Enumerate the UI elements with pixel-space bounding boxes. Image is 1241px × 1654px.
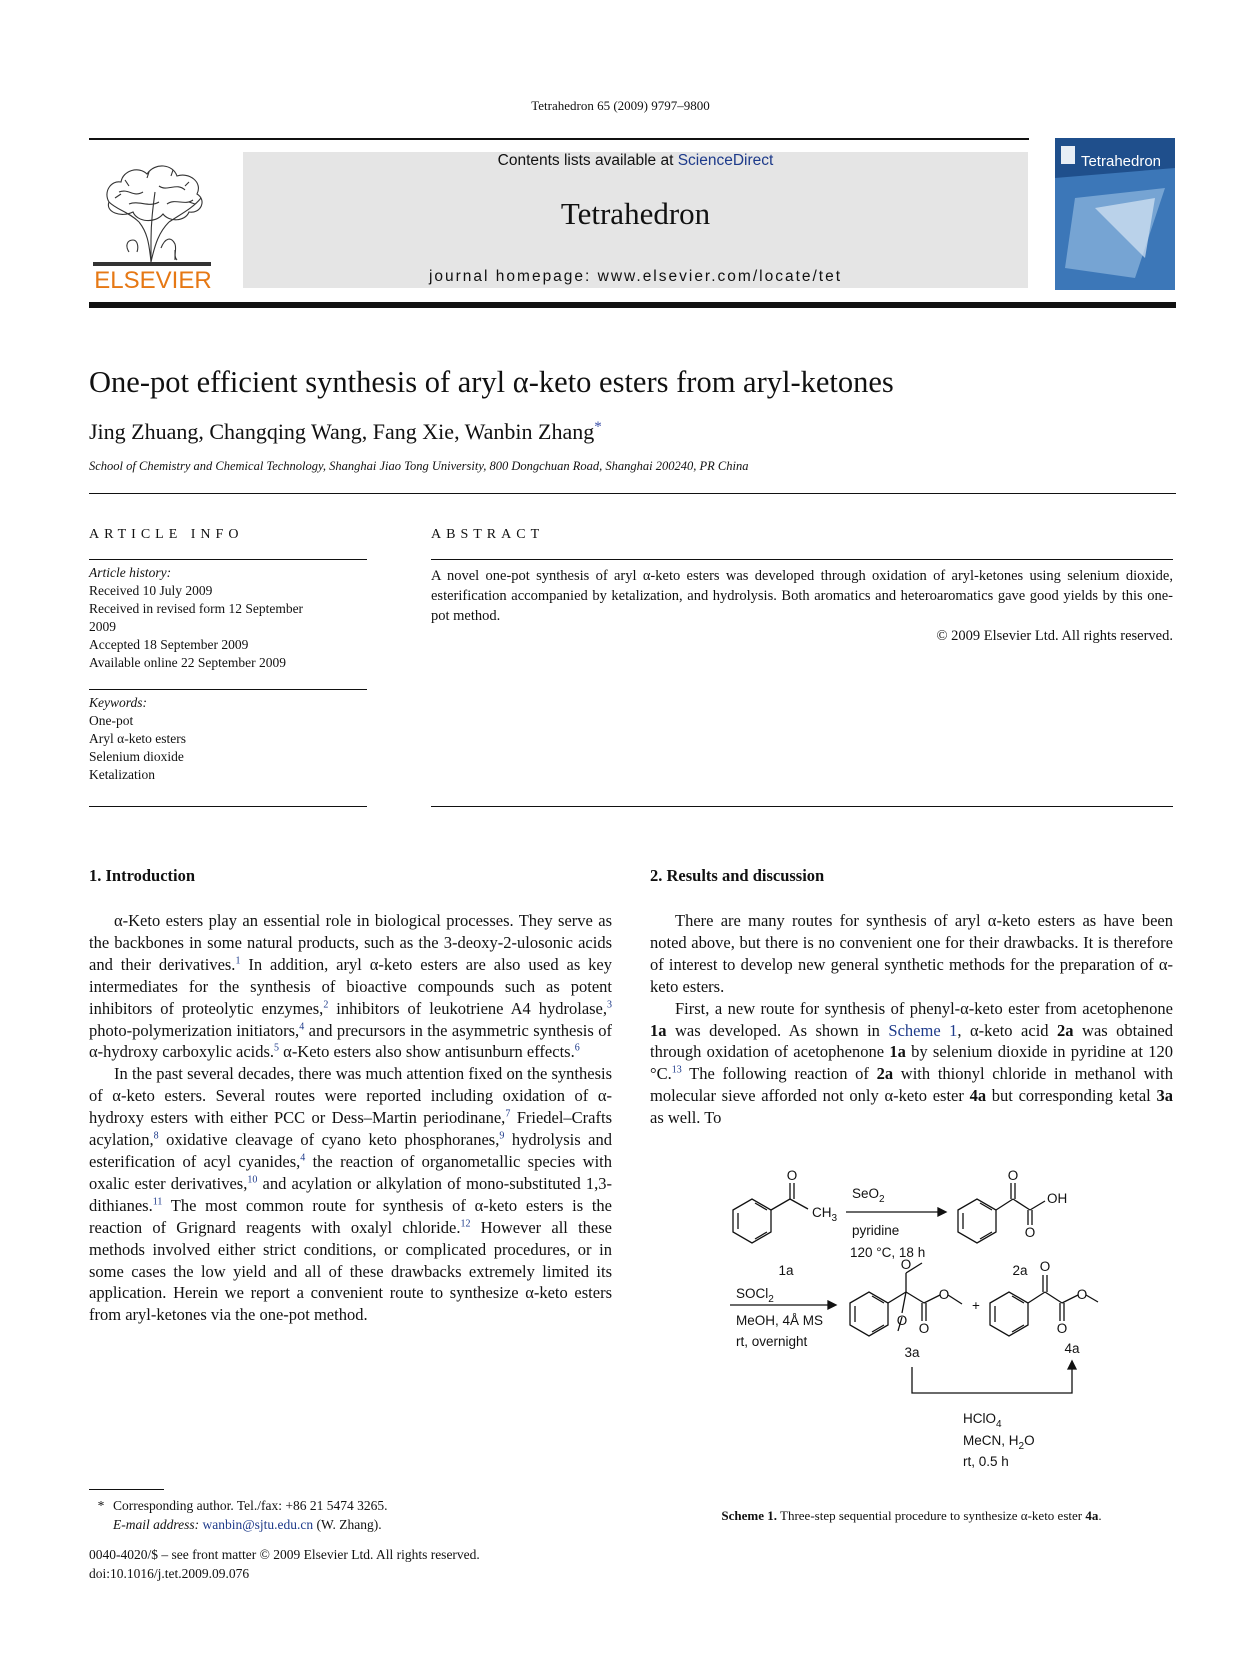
cover-graphic [1055, 138, 1175, 290]
results-body [650, 910, 1173, 1129]
reference-link[interactable]: 10 [247, 1174, 258, 1186]
atom-label: O [900, 1257, 912, 1272]
conditions-1: 120 °C, 18 h [850, 1245, 926, 1260]
header-thick-rule [89, 302, 1176, 308]
journal-name: Tetrahedron [560, 196, 711, 231]
compound-label-2a: 2a [1012, 1263, 1028, 1278]
reagent-seo2: SeO$_2$ [852, 1186, 885, 1205]
reference-link[interactable]: 8 [153, 1130, 159, 1142]
reference-link[interactable]: 11 [152, 1196, 163, 1208]
caption-label: Scheme 1. [721, 1508, 777, 1523]
solvent-meoh: MeOH, 4Å MS [736, 1313, 824, 1328]
atom-label: O [786, 1168, 798, 1183]
atom-label: O [938, 1287, 950, 1302]
paragraph: There are many routes for synthesis of aryl α-keto esters as have been noted above, but there is no convenient one for their drawbacks. It is therefore of interest to develop new general synthetic methods for the preparation of α-keto esters. [650, 911, 1173, 996]
introduction-body [89, 910, 612, 1326]
authors-text: Jing Zhuang, Changqing Wang, Fang Xie, Wanbin Zhang [89, 419, 595, 444]
elsevier-wordmark: ELSEVIER [94, 267, 212, 292]
reference-link[interactable]: 9 [499, 1130, 505, 1142]
journal-homepage-link[interactable]: journal homepage: www.elsevier.com/locate/tet [428, 268, 843, 285]
solvent-pyridine: pyridine [852, 1223, 900, 1238]
scheme-1-figure [700, 1165, 1140, 1495]
atom-label: O [1076, 1287, 1088, 1302]
history-item: Received in revised form 12 September [89, 601, 304, 616]
ch3-label: $CH_3$ [812, 1205, 838, 1224]
oh-label: OH [1047, 1191, 1068, 1206]
keywords-label: Keywords: [89, 695, 147, 710]
benzene-ring-2a [958, 1199, 996, 1243]
paragraph: In the past several decades, there was much attention fixed on the synthesis of α-keto esters. Several routes were reported including oxidation of α-hydroxy esters with either PCC or Dess–Martin periodinane,$^7$ Friedel–Crafts acylation,$^8$ oxidative cleavage of cyano keto phosphoranes,$^9$ hydrolysis and esterification of acyl cyanides,$^4$ the reaction of organometallic species with oxalic ester derivatives,$^{10}$ and acylation or alkylation of mono-substituted 1,3-dithianes.$^{11}$ The most common route for synthesis of α-keto esters is the reaction of Grignard reagents with oxalyl chloride.$^{12}$ However all these methods involved either strict conditions, or complicated procedures, or in some cases the low yield and all of these drawbacks extremely limited its application. Herein we report a convenient route to synthesize α-keto esters from aryl-ketones via the one-pot method. [89, 1064, 613, 1325]
history-item: 2009 [89, 619, 116, 634]
section-heading-introduction: 1. Introduction [89, 866, 196, 885]
author-list [89, 419, 602, 445]
reference-link[interactable]: 4 [299, 1021, 305, 1033]
benzene-ring-1a [733, 1199, 771, 1243]
header-rule [89, 138, 1029, 140]
contents-prefix: Contents lists available at [497, 152, 678, 169]
keyword-item: One-pot [89, 713, 134, 728]
atom-label: O [896, 1313, 908, 1328]
plus-sign: + [972, 1298, 980, 1313]
reference-link[interactable]: 1 [235, 955, 241, 967]
keyword-item: Ketalization [89, 767, 155, 782]
benzene-ring-4a [990, 1292, 1028, 1336]
reference-link[interactable]: 13 [671, 1064, 682, 1076]
issn-line: 0040-4020/$ – see front matter © 2009 Elsevier Ltd. All rights reserved. [89, 1547, 480, 1562]
doi-link[interactable]: doi:10.1016/j.tet.2009.09.076 [89, 1566, 250, 1581]
article-info-heading: ARTICLE INFO [89, 527, 244, 542]
compound-label-1a: 1a [778, 1263, 794, 1278]
email-link[interactable]: wanbin@sjtu.edu.cn [202, 1517, 314, 1532]
journal-cover-thumbnail[interactable] [1055, 138, 1175, 290]
keyword-item: Aryl α-keto esters [89, 731, 187, 746]
conditions-2: rt, overnight [736, 1334, 808, 1349]
divider [89, 689, 367, 690]
reagent-hclo4: HClO$_4$ [963, 1411, 1002, 1430]
reference-link[interactable]: 7 [505, 1108, 511, 1120]
history-label: Article history: [89, 565, 172, 580]
atom-label: O [1024, 1225, 1036, 1240]
divider [89, 559, 367, 560]
divider [431, 559, 1173, 560]
history-item: Available online 22 September 2009 [89, 655, 286, 670]
abstract-copyright: © 2009 Elsevier Ltd. All rights reserved. [936, 628, 1173, 644]
keywords [89, 694, 379, 784]
reference-link[interactable]: 3 [607, 999, 613, 1011]
section-heading-results: 2. Results and discussion [650, 866, 825, 885]
atom-label: O [918, 1321, 930, 1336]
contents-line [243, 152, 1028, 170]
journal-citation: Tetrahedron 65 (2009) 9797–9800 [531, 98, 710, 113]
history-item: Accepted 18 September 2009 [89, 637, 249, 652]
reference-link[interactable]: 12 [460, 1218, 471, 1230]
paragraph: First, a new route for synthesis of phenyl-α-keto ester from acetophenone 1a was developed. As shown in Scheme 1, α-keto acid 2a was obtained through oxidation of acetophenone 1a by selenium dioxide in pyridine at 120 °C.$^{13}$ The following reaction of 2a with thionyl chloride in methanol with molecular sieve afforded not only α-keto ester 4a but corresponding ketal 3a as well. To [650, 998, 1173, 1128]
atom-label: O [1007, 1168, 1019, 1183]
article-history [89, 564, 379, 672]
scheme-link[interactable]: Scheme 1 [888, 1020, 958, 1040]
tree-icon [89, 152, 217, 292]
benzene-ring-3a [850, 1292, 888, 1336]
paragraph: α-Keto esters play an essential role in biological processes. They serve as the backbones in some natural products, such as the 3-deoxy-2-ulosonic acids and their derivatives.$^1$ In addition, aryl α-keto esters are also used as key intermediates for the synthesis of bioactive compounds such as potent inhibitors of proteolytic enzymes,$^2$ inhibitors of leukotriene A4 hydrolase,$^3$ photo-polymerization initiators,$^4$ and precursors in the asymmetric synthesis of α-hydroxy carboxylic acids.$^5$ α-Keto esters also show antisunburn effects.$^6$ [89, 911, 613, 1062]
conditions-3: rt, 0.5 h [963, 1454, 1009, 1469]
abstract-heading: ABSTRACT [431, 527, 545, 542]
reference-link[interactable]: 5 [274, 1042, 280, 1054]
reference-link[interactable]: 2 [323, 999, 329, 1011]
divider [431, 806, 1173, 807]
copyright-footer [89, 1545, 689, 1583]
reagent-socl2: SOCl$_2$ [736, 1286, 774, 1305]
atom-label: O [1056, 1321, 1068, 1336]
elsevier-logo[interactable] [89, 152, 217, 292]
reference-link[interactable]: 6 [574, 1042, 580, 1054]
affiliation: School of Chemistry and Chemical Technology, Shanghai Jiao Tong University, 800 Dongchuan Road, Shanghai 200240, PR China [89, 459, 749, 473]
divider [89, 493, 1176, 494]
divider [89, 806, 367, 807]
history-item: Received 10 July 2009 [89, 583, 213, 598]
reference-link[interactable]: 4 [300, 1152, 306, 1164]
reaction-scheme [700, 1165, 1140, 1495]
atom-label: O [1039, 1259, 1051, 1274]
solvent-mecn: MeCN, $H_2O$ [963, 1433, 1035, 1452]
scheme-caption: Scheme 1. Three-step sequential procedure to synthesize α-keto ester 4a. [721, 1508, 1102, 1523]
compound-label-3a: 3a [904, 1345, 920, 1360]
abstract-text: A novel one-pot synthesis of aryl α-keto esters was developed through oxidation of aryl-ketones using selenium dioxide, esterification accompanied by ketalization, and hydrolysis. Both aromatics and heteroaromatics gave good yields by this one-pot method. [431, 568, 1173, 624]
abstract-body [431, 566, 1173, 646]
sciencedirect-link[interactable]: ScienceDirect [677, 152, 774, 169]
cover-title: Tetrahedron [1080, 153, 1162, 170]
journal-banner [243, 152, 1028, 288]
compound-label-4a: 4a [1064, 1341, 1080, 1356]
keyword-item: Selenium dioxide [89, 749, 184, 764]
corresponding-author-mark[interactable]: * [594, 419, 602, 435]
article-title: One-pot efficient synthesis of aryl α-keto esters from aryl-ketones [89, 365, 894, 399]
corresponding-footnote: * Corresponding author. Tel./fax: +86 21 5474 3265. E-mail address: wanbin@sjtu.edu.cn (W. Zhang). [97, 1498, 388, 1532]
footnote-rule [89, 1489, 164, 1490]
